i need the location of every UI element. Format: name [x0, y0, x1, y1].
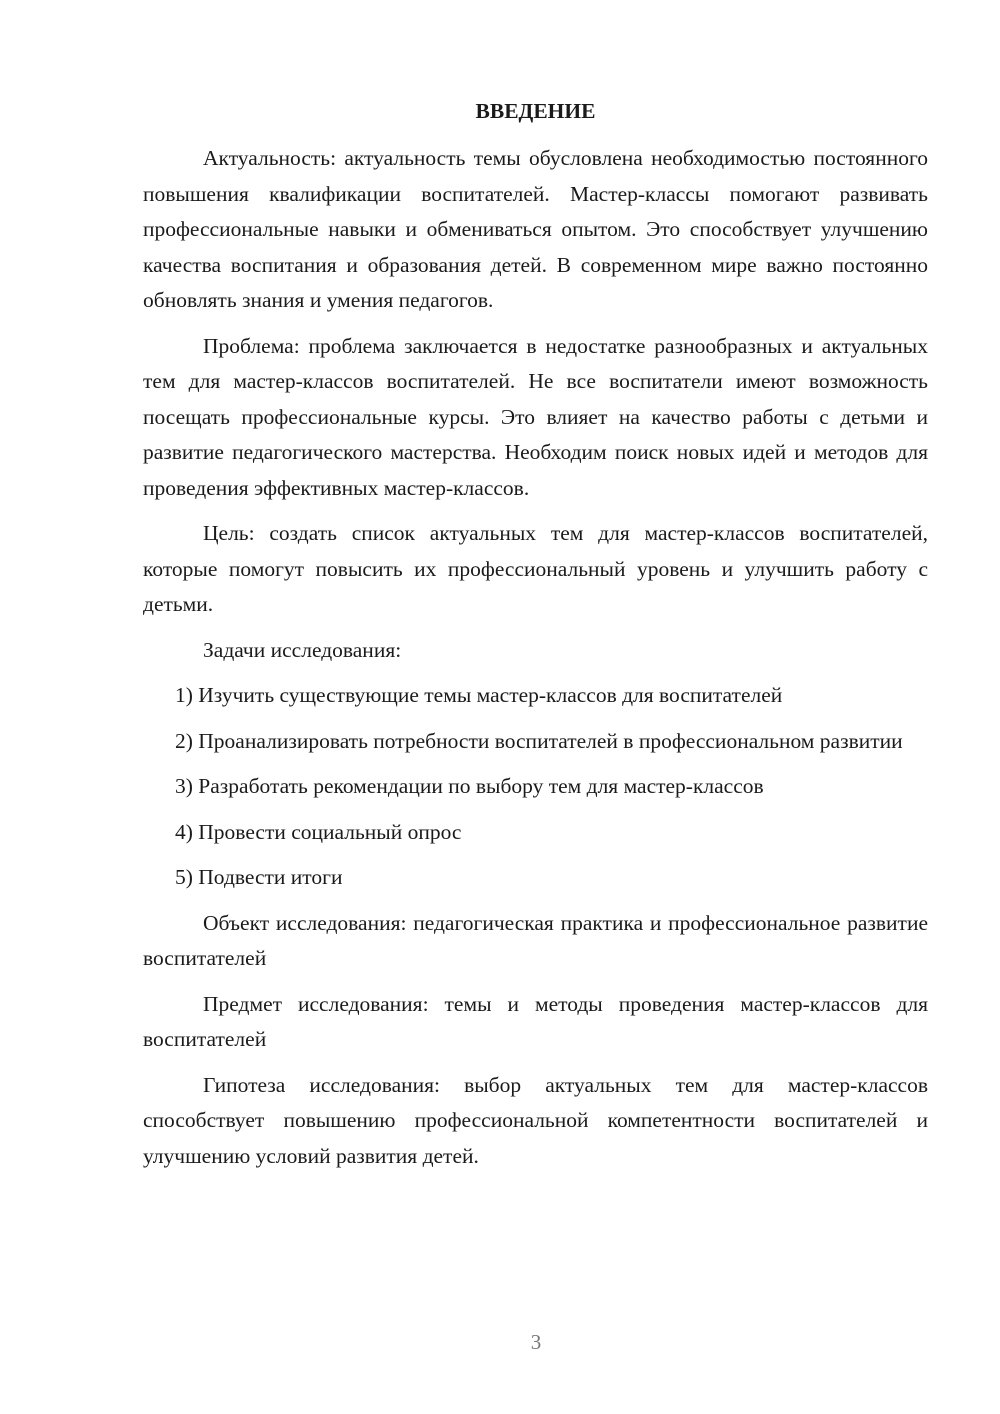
task-item: 3) Разработать рекомендации по выбору тем для мастер-классов — [175, 774, 764, 798]
paragraph-problem: Проблема: проблема заключается в недостатке разнообразных и актуальных тем для мастер-классов воспитателей. Не все воспитатели имеют возможность посещать профессиональные курсы. Это влияет на качество работы с детьми и развитие педагогического мастерства. Необходим поиск новых идей и методов для проведения эффективных мастер-классов. — [143, 333, 928, 500]
paragraph-relevance: Актуальность: актуальность темы обусловлена необходимостью постоянного повышения квалификации воспитателей. Мастер-классы помогают развивать профессиональные навыки и обмениваться опытом. Это способствует улучшению качества воспитания и образования детей. В современном мире важно постоянно обновлять знания и умения педагогов. — [143, 146, 928, 312]
paragraph-hypothesis: Гипотеза исследования: выбор актуальных тем для мастер-классов способствует повышению профессиональной компетентности воспитателей и улучшению условий развития детей. — [143, 1072, 928, 1168]
task-item: 4) Провести социальный опрос — [175, 819, 462, 844]
task-item: 1) Изучить существующие темы мастер-классов для воспитателей — [175, 683, 783, 707]
task-item: 2) Проанализировать потребности воспитателей в профессиональном развитии — [175, 728, 903, 753]
paragraph-goal: Цель: создать список актуальных тем для мастер-классов воспитателей, которые помогут повысить их профессиональный уровень и улучшить работу с детьми. — [143, 521, 928, 616]
page-number: 3 — [530, 1330, 542, 1354]
paragraph-object: Объект исследования: педагогическая практика и профессиональное развитие воспитателей — [143, 910, 928, 970]
task-list — [143, 678, 928, 896]
task-item: 5) Подвести итоги — [175, 865, 343, 889]
page-title: ВВЕДЕНИЕ — [475, 99, 596, 123]
paragraph-subject: Предмет исследования: темы и методы проведения мастер-классов для воспитателей — [143, 991, 928, 1051]
tasks-heading: Задачи исследования: — [203, 637, 402, 662]
document-page — [143, 94, 928, 1184]
